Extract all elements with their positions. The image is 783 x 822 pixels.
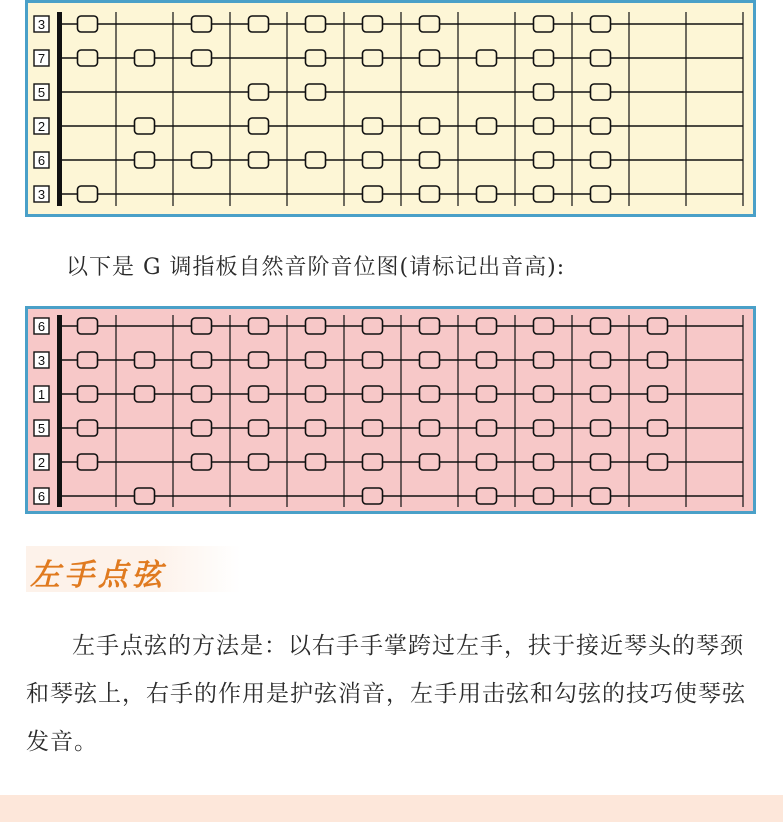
- note-marker: [306, 420, 326, 436]
- note-marker: [591, 352, 611, 368]
- note-marker: [249, 352, 269, 368]
- note-marker: [591, 186, 611, 202]
- note-marker: [591, 152, 611, 168]
- note-marker: [135, 488, 155, 504]
- note-marker: [78, 386, 98, 402]
- note-marker: [534, 352, 554, 368]
- note-marker: [534, 454, 554, 470]
- note-marker: [534, 386, 554, 402]
- note-marker: [78, 352, 98, 368]
- note-marker: [306, 152, 326, 168]
- note-marker: [420, 386, 440, 402]
- note-marker: [477, 318, 497, 334]
- string-label: 2: [37, 119, 46, 134]
- note-marker: [306, 386, 326, 402]
- note-marker: [78, 16, 98, 32]
- string-label: 3: [37, 353, 46, 368]
- note-marker: [249, 84, 269, 100]
- note-marker: [420, 50, 440, 66]
- note-marker: [249, 16, 269, 32]
- note-marker: [591, 386, 611, 402]
- note-marker: [648, 318, 668, 334]
- note-marker: [420, 420, 440, 436]
- fretboard-top-svg: [28, 3, 753, 214]
- note-marker: [534, 84, 554, 100]
- note-marker: [78, 186, 98, 202]
- note-marker: [135, 152, 155, 168]
- nut: [57, 315, 62, 507]
- note-marker: [192, 420, 212, 436]
- string-label: 2: [37, 455, 46, 470]
- string-label: 6: [37, 489, 46, 504]
- note-marker: [591, 488, 611, 504]
- fretboard-diagram-top: [25, 0, 756, 217]
- note-marker: [420, 16, 440, 32]
- string-label: 7: [37, 51, 46, 66]
- string-label: 6: [37, 153, 46, 168]
- note-marker: [306, 454, 326, 470]
- note-marker: [192, 386, 212, 402]
- note-marker: [477, 488, 497, 504]
- note-marker: [363, 318, 383, 334]
- note-marker: [534, 420, 554, 436]
- note-marker: [135, 352, 155, 368]
- note-marker: [78, 50, 98, 66]
- note-marker: [648, 454, 668, 470]
- note-marker: [420, 152, 440, 168]
- footer-band: [0, 795, 783, 822]
- note-marker: [591, 318, 611, 334]
- note-marker: [591, 454, 611, 470]
- note-marker: [477, 454, 497, 470]
- note-marker: [78, 318, 98, 334]
- note-marker: [534, 318, 554, 334]
- note-marker: [420, 318, 440, 334]
- section-heading: [26, 546, 241, 592]
- note-marker: [249, 318, 269, 334]
- note-marker: [363, 420, 383, 436]
- note-marker: [534, 186, 554, 202]
- note-marker: [306, 16, 326, 32]
- note-marker: [420, 186, 440, 202]
- string-label: 3: [37, 17, 46, 32]
- note-marker: [363, 352, 383, 368]
- note-marker: [192, 152, 212, 168]
- note-marker: [78, 420, 98, 436]
- note-marker: [192, 352, 212, 368]
- note-marker: [135, 118, 155, 134]
- note-marker: [534, 152, 554, 168]
- note-marker: [591, 420, 611, 436]
- note-marker: [135, 50, 155, 66]
- note-marker: [192, 16, 212, 32]
- note-marker: [534, 488, 554, 504]
- note-marker: [249, 454, 269, 470]
- string-label: 5: [37, 85, 46, 100]
- string-label: 3: [37, 187, 46, 202]
- string-label: 6: [37, 319, 46, 334]
- note-marker: [192, 50, 212, 66]
- note-marker: [306, 84, 326, 100]
- note-marker: [249, 118, 269, 134]
- note-marker: [420, 118, 440, 134]
- body-paragraph: [26, 622, 766, 766]
- note-marker: [363, 118, 383, 134]
- note-marker: [363, 488, 383, 504]
- note-marker: [477, 118, 497, 134]
- note-marker: [477, 50, 497, 66]
- note-marker: [249, 386, 269, 402]
- note-marker: [192, 318, 212, 334]
- note-marker: [363, 454, 383, 470]
- note-marker: [648, 386, 668, 402]
- note-marker: [591, 118, 611, 134]
- note-marker: [591, 16, 611, 32]
- note-marker: [477, 352, 497, 368]
- string-label: 5: [37, 421, 46, 436]
- note-marker: [306, 318, 326, 334]
- note-marker: [135, 386, 155, 402]
- note-marker: [78, 454, 98, 470]
- note-marker: [363, 16, 383, 32]
- note-marker: [249, 420, 269, 436]
- fretboard-bottom-svg: [28, 309, 753, 511]
- note-marker: [363, 152, 383, 168]
- note-marker: [420, 352, 440, 368]
- note-marker: [534, 50, 554, 66]
- section-title-text: 左手点弦: [30, 558, 166, 593]
- note-marker: [591, 50, 611, 66]
- note-marker: [534, 16, 554, 32]
- nut: [57, 12, 62, 206]
- note-marker: [477, 186, 497, 202]
- note-marker: [306, 50, 326, 66]
- note-marker: [363, 186, 383, 202]
- note-marker: [648, 352, 668, 368]
- note-marker: [477, 420, 497, 436]
- paragraph-text: 左手点弦的方法是：以右手手掌跨过左手，扶于接近琴头的琴颈和琴弦上，右手的作用是护弦消音，左手用击弦和勾弦的技巧使琴弦发音。: [26, 633, 746, 755]
- string-label: 1: [37, 387, 46, 402]
- fretboard-caption: 以下是 G 调指板自然音阶音位图(请标记出音高):: [66, 255, 566, 280]
- note-marker: [648, 420, 668, 436]
- note-marker: [591, 84, 611, 100]
- fretboard-diagram-bottom: [25, 306, 756, 514]
- note-marker: [420, 454, 440, 470]
- note-marker: [363, 50, 383, 66]
- note-marker: [534, 118, 554, 134]
- note-marker: [306, 352, 326, 368]
- note-marker: [363, 386, 383, 402]
- note-marker: [477, 386, 497, 402]
- note-marker: [192, 454, 212, 470]
- note-marker: [249, 152, 269, 168]
